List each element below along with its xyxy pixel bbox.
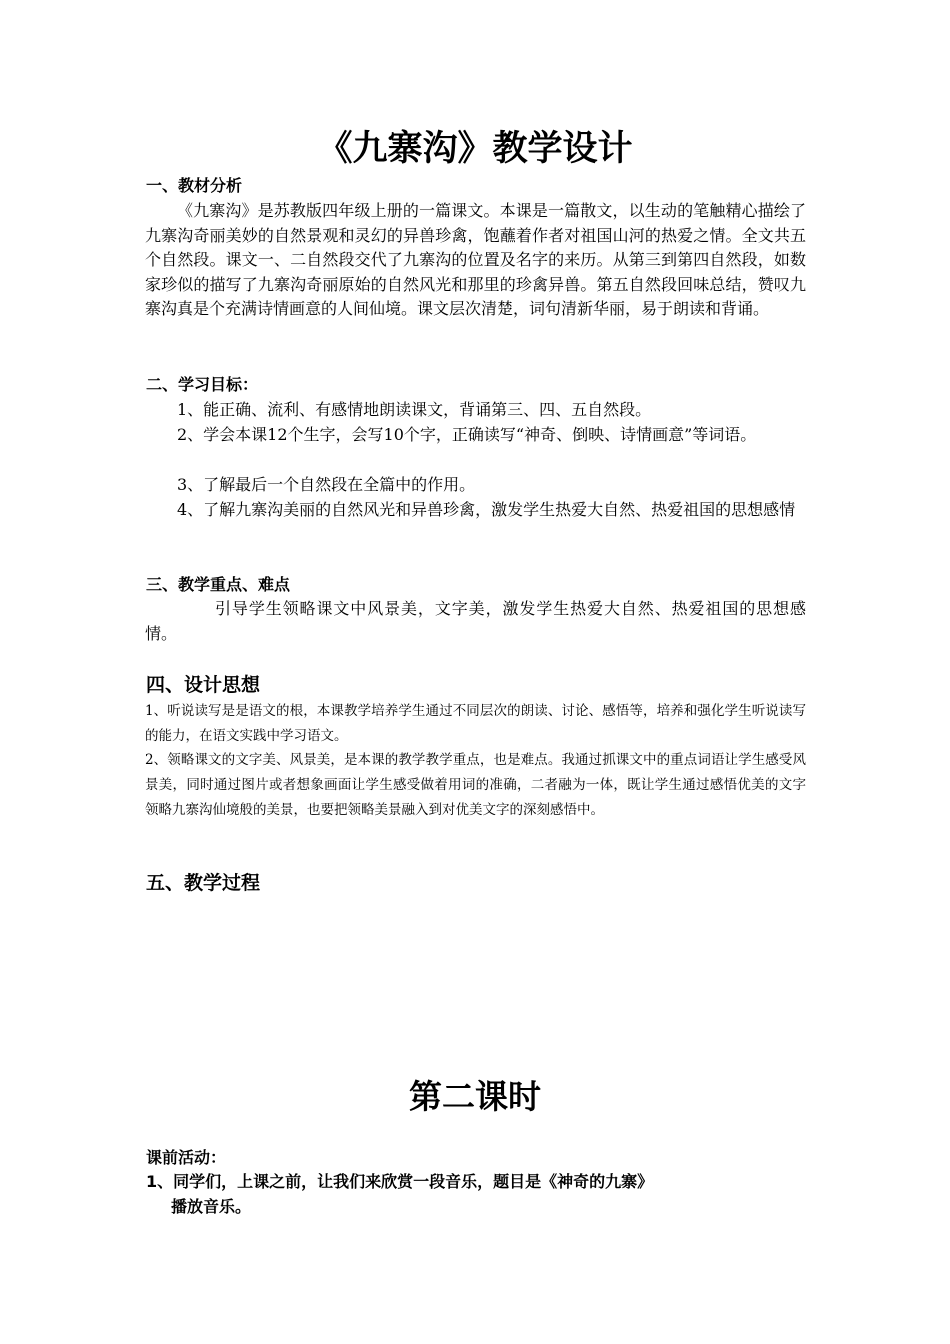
goal-item-2: 2、学会本课12个生字，会写10个字，正确读写“神奇、倒映、诗情画意”等词语。 <box>177 425 757 444</box>
design-point-1: 1、听说读写是是语文的根，本课教学培养学生通过不同层次的朗读、讨论、感悟等，培养和强化学生听说读写的能力，在语文实践中学习语文。 <box>145 703 806 744</box>
goal-item-3: 3、了解最后一个自然段在全篇中的作用。 <box>177 475 476 494</box>
section-heading-key-points: 三、教学重点、难点 <box>146 575 291 594</box>
analysis-paragraph: 《九寨沟》是苏教版四年级上册的一篇课文。本课是一篇散文，以生动的笔触精心描绘了九寨沟奇丽美妙的自然景观和灵幻的异兽珍禽，饱蘸着作者对祖国山河的热爱之情。全文共五个自然段。课文一、二自然段交代了九寨沟的位置及名字的来历。从第三到第四自然段，如数家珍似的描写了九寨沟奇丽原始的自然风光和那里的珍禽异兽。第五自然段回味总结，赞叹九寨沟真是个充满诗情画意的人间仙境。课文层次清楚，词句清新华丽，易于朗读和背诵。 <box>145 201 806 318</box>
goal-item-4: 4、了解九寨沟美丽的自然风光和异兽珍禽，激发学生热爱大自然、热爱祖国的思想感情 <box>177 500 796 519</box>
activity-step-1-note: 播放音乐。 <box>171 1197 252 1216</box>
section-heading-goals: 二、学习目标： <box>146 375 259 394</box>
lesson-title: 第二课时 <box>409 1077 541 1116</box>
document-title: 《九寨沟》教学设计 <box>317 128 633 169</box>
activity-step-1: 1、同学们，上课之前，让我们来欣赏一段音乐，题目是《神奇的九寨》 <box>146 1172 654 1191</box>
section-heading-design: 四、设计思想 <box>146 674 261 696</box>
section-heading-analysis: 一、教材分析 <box>146 176 243 195</box>
pre-activity-label: 课前活动： <box>146 1148 227 1167</box>
goal-item-1: 1、能正确、流利、有感情地朗读课文，背诵第三、四、五自然段。 <box>177 400 652 419</box>
section-heading-process: 五、教学过程 <box>146 872 261 894</box>
design-point-2: 2、领略课文的文字美、风景美，是本课的教学教学重点，也是难点。我通过抓课文中的重点词语让学生感受风景美，同时通过图片或者想象画面让学生感受做着用词的准确，二者融为一体，既让学生通过感悟优美的文字领略九寨沟仙境般的美景，也要把领略美景融入到对优美文字的深刻感悟中。 <box>145 752 806 818</box>
key-points-paragraph: 引导学生领略课文中风景美，文字美，激发学生热爱大自然、热爱祖国的思想感情。 <box>145 599 806 643</box>
